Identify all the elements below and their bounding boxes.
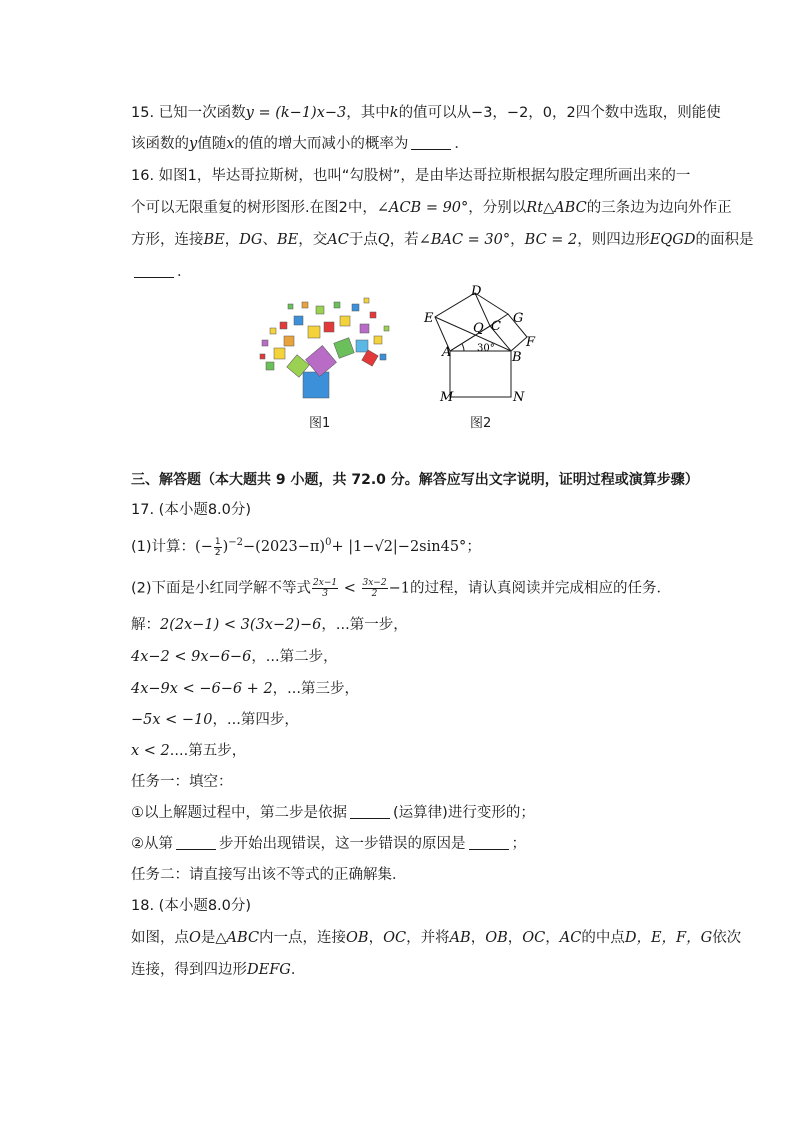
exponent: −2 [228, 537, 244, 548]
label-A: A [442, 345, 452, 360]
math: ∠BAC = 30° [418, 232, 511, 248]
branch-square [352, 304, 359, 311]
text: ； [511, 836, 526, 852]
label-E: E [424, 311, 434, 326]
text: ，交 [298, 232, 328, 248]
text: ，若 [389, 232, 419, 248]
branch-square [360, 324, 369, 333]
branch-square [316, 306, 324, 314]
text: ②从第 [131, 836, 173, 852]
numerator: 3x−2 [362, 578, 387, 588]
tree-canopy [260, 298, 389, 398]
branch-square [324, 322, 334, 332]
fraction [312, 578, 338, 599]
branch-square [308, 326, 320, 338]
text: 步开始出现错误，这一步错误的原因是 [219, 836, 466, 852]
math: AC [327, 232, 349, 248]
answer-blank [350, 804, 390, 819]
math: AB [449, 930, 471, 946]
text: 15. 已知一次函数 [131, 105, 246, 121]
branch-square [356, 340, 368, 352]
answer-blank [411, 135, 451, 150]
text: (2)下面是小红同学解不等式 [131, 580, 312, 597]
math: BC = 2 [524, 232, 578, 248]
text: ． [177, 264, 192, 280]
math: BE [203, 232, 225, 248]
q17-task1: 任务一：填空： [131, 774, 233, 790]
label-angle-30: 30° [477, 343, 495, 354]
branch-square [362, 350, 378, 366]
text: ，...第一步， [321, 617, 408, 633]
text: 内一点，连接 [259, 930, 347, 946]
q15-line1 [131, 103, 721, 123]
branch-square [380, 354, 386, 360]
text: ，...第二步， [251, 649, 338, 665]
math: −5x < −10 [131, 712, 213, 728]
branch-square [374, 336, 382, 344]
branch-square [262, 340, 268, 346]
q17-step2 [131, 647, 338, 667]
math: BE [276, 232, 299, 248]
q16-line2 [131, 198, 732, 218]
fraction [362, 578, 388, 599]
text: ， [470, 930, 486, 946]
branch-square [370, 312, 376, 318]
label-C: C [491, 319, 501, 334]
text: ， [224, 232, 240, 248]
denominator: 2 [371, 589, 378, 599]
answer-blank [469, 835, 509, 850]
q15-line2 [131, 134, 469, 154]
q16-line1 [131, 166, 690, 186]
text: ． [454, 136, 469, 152]
math: x [226, 136, 235, 152]
q17-step1 [131, 615, 408, 635]
q18-title: 18. (本小题8.0分) [131, 898, 252, 914]
text: 16. 如图1，毕达哥拉斯树，也叫“勾股树”，是由毕达哥拉斯根据勾股定理所画出来的一 [131, 168, 691, 184]
text: ，其中 [346, 105, 390, 121]
branch-square [270, 328, 276, 334]
math: 4x−2 < 9x−6−6 [131, 649, 252, 665]
math: −1 [388, 580, 410, 597]
text: 的值的增大而减小的概率为 [234, 136, 409, 152]
math: < [339, 580, 361, 597]
section-heading: 三、解答题（本大题共 9 小题，共 72.0 分。解答应写出文字说明，证明过程或演算步骤） [131, 472, 699, 488]
label-G: G [513, 311, 524, 326]
q17-task1-item2 [131, 834, 526, 854]
geometry-figure [420, 280, 550, 410]
text: ，...第四步， [212, 712, 299, 728]
math: DEFG [247, 962, 291, 978]
text: (运算律)进行变形的； [393, 805, 535, 821]
label-F: F [526, 335, 536, 350]
exponent: 0 [325, 537, 332, 548]
q17-part1: (1)计算：(− $\frac{1}{2}$ )$^{-2}-(2023-\pi)^0+ |1-√2|-2\sin 45^\circ$； [131, 536, 481, 558]
math: EQGD [649, 232, 696, 248]
q17-part2 [131, 578, 671, 599]
text: 值随 [197, 136, 227, 152]
branch-square [274, 348, 285, 359]
branch-square [260, 354, 265, 359]
math: 2(2x−1) < 3(3x−2)−6 [160, 617, 322, 633]
q17-step3 [131, 679, 359, 699]
figure1-caption: 图1 [309, 416, 331, 431]
text: ，...第三步， [272, 681, 359, 697]
text: ，并将 [406, 930, 450, 946]
denominator: 2 [214, 547, 221, 558]
branch-square [334, 302, 340, 308]
math: △ABC [215, 930, 260, 946]
text: 个可以无限重复的树形图形.在图2中， [131, 200, 377, 216]
math: Q [377, 232, 390, 248]
text: ； [466, 539, 481, 555]
branch-square [266, 362, 274, 370]
math: DG [239, 232, 263, 248]
text: (1)计算： [131, 539, 196, 555]
text: 、 [262, 232, 277, 248]
numerator: 1 [214, 536, 221, 547]
text: ①以上解题过程中，第二步是依据 [131, 805, 347, 821]
math: ∠ACB = 90° [376, 200, 469, 216]
text: 解： [131, 617, 160, 633]
answer-blank [134, 263, 174, 278]
math: + |1−√2|−2sin45° [331, 539, 467, 555]
text: 的中点 [581, 930, 625, 946]
q17-title: 17. (本小题8.0分) [131, 502, 252, 518]
branch-square [334, 338, 355, 359]
text: 的三条边为边向外作正 [586, 200, 732, 216]
math: OC [522, 930, 546, 946]
text: 的过程，请认真阅读并完成相应的任务． [409, 580, 671, 597]
label-M: M [440, 390, 454, 405]
math: k [389, 105, 399, 121]
text: 于点 [348, 232, 378, 248]
branch-square [294, 316, 303, 325]
q18-line1 [131, 928, 741, 948]
text: 的面积是 [695, 232, 754, 248]
q17-step5 [131, 741, 246, 761]
text: 是 [200, 930, 216, 946]
branch-square [288, 304, 293, 309]
text: ，分别以 [468, 200, 527, 216]
denominator: 3 [322, 589, 328, 599]
answer-blank [176, 835, 216, 850]
text: 方形，连接 [131, 232, 204, 248]
q16-line3 [131, 230, 753, 250]
q17-task2: 任务二：请直接写出该不等式的正确解集． [131, 867, 407, 883]
text: ， [510, 232, 525, 248]
math: y = (k−1)x−3 [245, 105, 347, 121]
square-ABNM [450, 351, 511, 397]
math: −(2023−π) [243, 539, 326, 555]
text: 依次 [712, 930, 742, 946]
branch-square [364, 298, 369, 303]
math: x < 2 [131, 743, 170, 759]
label-B: B [512, 350, 522, 365]
text: ． [290, 962, 306, 978]
q17-task1-item1 [131, 803, 535, 823]
math: OB [485, 930, 508, 946]
numerator: 2x−1 [313, 578, 338, 588]
q17-step4 [131, 710, 299, 730]
q18-line2 [131, 960, 305, 980]
math: 4x−9x < −6−6 + 2 [131, 681, 273, 697]
branch-square [284, 336, 294, 346]
label-Q: Q [473, 321, 484, 336]
pythagoras-tree-figure [256, 296, 392, 400]
math: OB [346, 930, 369, 946]
math: y [189, 136, 198, 152]
text: ， [545, 930, 560, 946]
text: ....第五步， [169, 743, 247, 759]
label-N: N [513, 390, 525, 405]
branch-square [340, 316, 350, 326]
q16-line4 [131, 262, 192, 282]
angle-arc [462, 344, 464, 351]
math: AC [559, 930, 582, 946]
text: 该函数的 [131, 136, 189, 152]
math: D，E，F，G [624, 930, 713, 946]
figure2-caption: 图2 [470, 416, 492, 431]
math: OC [383, 930, 407, 946]
math: Rt△ABC [526, 200, 587, 216]
trunk-square [303, 372, 329, 398]
text: 连接，得到四边形 [131, 962, 247, 978]
fraction [214, 537, 222, 558]
branch-square [302, 302, 308, 308]
text: 的值可以从−3，−2，0，2四个数中选取，则能使 [398, 105, 721, 121]
branch-square [384, 326, 389, 331]
text: ，则四边形 [577, 232, 650, 248]
text: 如图，点 [131, 930, 189, 946]
text: ， [368, 930, 384, 946]
label-D: D [471, 284, 482, 299]
text: ， [507, 930, 523, 946]
math: O [189, 930, 201, 946]
branch-square [280, 322, 287, 329]
